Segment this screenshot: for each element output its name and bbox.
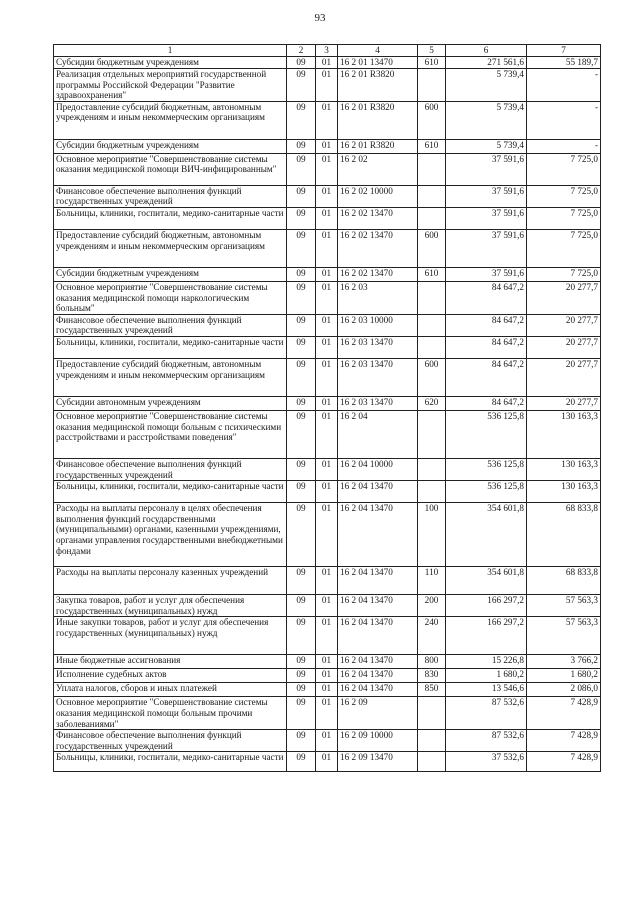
row-target-code: 16 2 03 13470 bbox=[338, 358, 418, 396]
column-header: 7 bbox=[527, 45, 601, 57]
table-row bbox=[54, 314, 601, 336]
row-amount-actual: 7 428,9 bbox=[527, 730, 601, 752]
row-expense-type bbox=[418, 69, 446, 102]
row-subsection: 01 bbox=[316, 595, 338, 617]
row-target-code: 16 2 04 13470 bbox=[338, 683, 418, 697]
row-subsection: 01 bbox=[316, 458, 338, 480]
row-section: 09 bbox=[287, 752, 316, 772]
row-amount-actual: 68 833,8 bbox=[527, 567, 601, 595]
row-amount-actual: 7 428,9 bbox=[527, 752, 601, 772]
row-expense-type: 100 bbox=[418, 503, 446, 567]
row-subsection: 01 bbox=[316, 57, 338, 69]
column-header: 1 bbox=[54, 45, 287, 57]
row-amount-actual: 7 725,0 bbox=[527, 153, 601, 185]
table-row bbox=[54, 503, 601, 567]
row-section: 09 bbox=[287, 503, 316, 567]
row-amount-actual: 7 725,0 bbox=[527, 185, 601, 207]
row-expense-type: 610 bbox=[418, 57, 446, 69]
row-amount-actual: 2 086,0 bbox=[527, 683, 601, 697]
row-name: Финансовое обеспечение выполнения функций государственных учреждений bbox=[54, 314, 287, 336]
row-expense-type bbox=[418, 697, 446, 730]
row-section: 09 bbox=[287, 617, 316, 655]
row-subsection: 01 bbox=[316, 669, 338, 683]
row-amount-actual: 55 189,7 bbox=[527, 57, 601, 69]
table-row bbox=[54, 153, 601, 185]
row-subsection: 01 bbox=[316, 752, 338, 772]
row-expense-type: 600 bbox=[418, 229, 446, 267]
row-expense-type: 800 bbox=[418, 655, 446, 669]
row-expense-type bbox=[418, 281, 446, 314]
row-expense-type bbox=[418, 314, 446, 336]
row-subsection: 01 bbox=[316, 139, 338, 153]
row-name: Финансовое обеспечение выполнения функций государственных учреждений bbox=[54, 185, 287, 207]
table-row bbox=[54, 139, 601, 153]
row-subsection: 01 bbox=[316, 481, 338, 503]
row-amount-actual: - bbox=[527, 69, 601, 102]
row-name: Расходы на выплаты персоналу в целях обеспечения выполнения функций государственными (муниципальными) органами, казенными учреждениями, органами управления государственными внебюджетными фондами bbox=[54, 503, 287, 567]
row-target-code: 16 2 04 13470 bbox=[338, 567, 418, 595]
column-header: 4 bbox=[338, 45, 418, 57]
row-amount-plan: 1 680,2 bbox=[446, 669, 527, 683]
row-section: 09 bbox=[287, 458, 316, 480]
table-row bbox=[54, 101, 601, 139]
row-section: 09 bbox=[287, 314, 316, 336]
row-amount-plan: 536 125,8 bbox=[446, 458, 527, 480]
row-target-code: 16 2 01 R3820 bbox=[338, 69, 418, 102]
row-section: 09 bbox=[287, 69, 316, 102]
row-expense-type bbox=[418, 336, 446, 358]
row-name: Больницы, клиники, госпитали, медико-санитарные части bbox=[54, 752, 287, 772]
row-subsection: 01 bbox=[316, 207, 338, 229]
row-target-code: 16 2 04 13470 bbox=[338, 669, 418, 683]
row-name: Исполнение судебных актов bbox=[54, 669, 287, 683]
row-name: Иные закупки товаров, работ и услуг для обеспечения государственных (муниципальных) нужд bbox=[54, 617, 287, 655]
row-amount-plan: 37 591,6 bbox=[446, 153, 527, 185]
row-expense-type: 830 bbox=[418, 669, 446, 683]
table-row bbox=[54, 752, 601, 772]
row-expense-type: 600 bbox=[418, 358, 446, 396]
row-subsection: 01 bbox=[316, 617, 338, 655]
row-amount-plan: 84 647,2 bbox=[446, 396, 527, 410]
row-expense-type: 610 bbox=[418, 139, 446, 153]
row-section: 09 bbox=[287, 730, 316, 752]
row-target-code: 16 2 01 13470 bbox=[338, 57, 418, 69]
table-row bbox=[54, 410, 601, 458]
row-expense-type bbox=[418, 410, 446, 458]
row-expense-type bbox=[418, 752, 446, 772]
row-section: 09 bbox=[287, 267, 316, 281]
row-expense-type: 850 bbox=[418, 683, 446, 697]
row-name: Субсидии автономным учреждениям bbox=[54, 396, 287, 410]
row-name: Субсидии бюджетным учреждениям bbox=[54, 267, 287, 281]
table-row bbox=[54, 185, 601, 207]
row-amount-actual: 57 563,3 bbox=[527, 595, 601, 617]
row-subsection: 01 bbox=[316, 185, 338, 207]
table-row bbox=[54, 336, 601, 358]
table-row bbox=[54, 358, 601, 396]
row-target-code: 16 2 03 10000 bbox=[338, 314, 418, 336]
row-expense-type bbox=[418, 207, 446, 229]
row-target-code: 16 2 02 13470 bbox=[338, 229, 418, 267]
row-subsection: 01 bbox=[316, 267, 338, 281]
column-header: 2 bbox=[287, 45, 316, 57]
row-amount-actual: 7 428,9 bbox=[527, 697, 601, 730]
row-target-code: 16 2 04 13470 bbox=[338, 481, 418, 503]
row-amount-actual: 7 725,0 bbox=[527, 229, 601, 267]
row-amount-plan: 536 125,8 bbox=[446, 410, 527, 458]
row-amount-actual: 7 725,0 bbox=[527, 267, 601, 281]
row-expense-type: 600 bbox=[418, 101, 446, 139]
row-subsection: 01 bbox=[316, 730, 338, 752]
row-section: 09 bbox=[287, 153, 316, 185]
row-name: Расходы на выплаты персоналу казенных учреждений bbox=[54, 567, 287, 595]
row-name: Финансовое обеспечение выполнения функций государственных учреждений bbox=[54, 458, 287, 480]
row-subsection: 01 bbox=[316, 153, 338, 185]
row-expense-type bbox=[418, 481, 446, 503]
table-row bbox=[54, 57, 601, 69]
table-row bbox=[54, 396, 601, 410]
row-name: Больницы, клиники, госпитали, медико-санитарные части bbox=[54, 481, 287, 503]
row-target-code: 16 2 04 10000 bbox=[338, 458, 418, 480]
row-section: 09 bbox=[287, 281, 316, 314]
row-target-code: 16 2 03 13470 bbox=[338, 396, 418, 410]
row-subsection: 01 bbox=[316, 567, 338, 595]
row-amount-actual: 130 163,3 bbox=[527, 458, 601, 480]
row-name: Иные бюджетные ассигнования bbox=[54, 655, 287, 669]
header-row bbox=[54, 45, 601, 57]
table-row bbox=[54, 567, 601, 595]
row-subsection: 01 bbox=[316, 396, 338, 410]
row-name: Предоставление субсидий бюджетным, автономным учреждениям и иным некоммерческим организациям bbox=[54, 101, 287, 139]
row-amount-actual: 3 766,2 bbox=[527, 655, 601, 669]
row-section: 09 bbox=[287, 336, 316, 358]
row-target-code: 16 2 09 13470 bbox=[338, 752, 418, 772]
row-amount-plan: 166 297,2 bbox=[446, 595, 527, 617]
row-amount-actual: - bbox=[527, 101, 601, 139]
row-amount-plan: 166 297,2 bbox=[446, 617, 527, 655]
row-target-code: 16 2 04 13470 bbox=[338, 617, 418, 655]
row-section: 09 bbox=[287, 595, 316, 617]
table-row bbox=[54, 207, 601, 229]
row-amount-actual: 20 277,7 bbox=[527, 314, 601, 336]
row-subsection: 01 bbox=[316, 229, 338, 267]
row-amount-actual: 1 680,2 bbox=[527, 669, 601, 683]
row-amount-plan: 37 591,6 bbox=[446, 229, 527, 267]
row-amount-actual: 20 277,7 bbox=[527, 358, 601, 396]
row-amount-plan: 354 601,8 bbox=[446, 503, 527, 567]
row-name: Уплата налогов, сборов и иных платежей bbox=[54, 683, 287, 697]
row-section: 09 bbox=[287, 396, 316, 410]
row-amount-actual: 68 833,8 bbox=[527, 503, 601, 567]
row-target-code: 16 2 04 13470 bbox=[338, 655, 418, 669]
row-amount-plan: 37 591,6 bbox=[446, 267, 527, 281]
row-expense-type: 620 bbox=[418, 396, 446, 410]
row-subsection: 01 bbox=[316, 410, 338, 458]
row-amount-plan: 536 125,8 bbox=[446, 481, 527, 503]
row-subsection: 01 bbox=[316, 314, 338, 336]
row-expense-type bbox=[418, 153, 446, 185]
row-target-code: 16 2 02 13470 bbox=[338, 207, 418, 229]
table-row bbox=[54, 669, 601, 683]
row-subsection: 01 bbox=[316, 697, 338, 730]
budget-table bbox=[53, 44, 601, 772]
row-target-code: 16 2 03 13470 bbox=[338, 336, 418, 358]
row-section: 09 bbox=[287, 697, 316, 730]
row-amount-plan: 87 532,6 bbox=[446, 730, 527, 752]
row-target-code: 16 2 01 R3820 bbox=[338, 101, 418, 139]
row-amount-actual: 130 163,3 bbox=[527, 410, 601, 458]
row-amount-plan: 5 739,4 bbox=[446, 101, 527, 139]
row-section: 09 bbox=[287, 655, 316, 669]
row-name: Предоставление субсидий бюджетным, автономным учреждениям и иным некоммерческим организациям bbox=[54, 358, 287, 396]
row-target-code: 16 2 02 10000 bbox=[338, 185, 418, 207]
row-amount-actual: 20 277,7 bbox=[527, 336, 601, 358]
row-amount-actual: 130 163,3 bbox=[527, 481, 601, 503]
row-section: 09 bbox=[287, 567, 316, 595]
row-amount-plan: 13 546,6 bbox=[446, 683, 527, 697]
row-expense-type: 610 bbox=[418, 267, 446, 281]
row-section: 09 bbox=[287, 669, 316, 683]
row-section: 09 bbox=[287, 229, 316, 267]
row-amount-actual: 20 277,7 bbox=[527, 281, 601, 314]
table-row bbox=[54, 458, 601, 480]
row-target-code: 16 2 04 bbox=[338, 410, 418, 458]
row-subsection: 01 bbox=[316, 683, 338, 697]
row-section: 09 bbox=[287, 57, 316, 69]
row-section: 09 bbox=[287, 358, 316, 396]
row-amount-plan: 37 532,6 bbox=[446, 752, 527, 772]
row-target-code: 16 2 01 R3820 bbox=[338, 139, 418, 153]
row-section: 09 bbox=[287, 683, 316, 697]
table-row bbox=[54, 267, 601, 281]
row-name: Субсидии бюджетным учреждениям bbox=[54, 139, 287, 153]
row-target-code: 16 2 03 bbox=[338, 281, 418, 314]
table-row bbox=[54, 481, 601, 503]
table-row bbox=[54, 617, 601, 655]
table-row bbox=[54, 655, 601, 669]
row-name: Основное мероприятие "Совершенствование системы оказания медицинской помощи наркологическим больным" bbox=[54, 281, 287, 314]
row-name: Основное мероприятие "Совершенствование системы оказания медицинской помощи больным с психическими расстройствами и расстройствами поведения" bbox=[54, 410, 287, 458]
row-subsection: 01 bbox=[316, 101, 338, 139]
row-name: Финансовое обеспечение выполнения функций государственных учреждений bbox=[54, 730, 287, 752]
column-header: 3 bbox=[316, 45, 338, 57]
row-expense-type: 110 bbox=[418, 567, 446, 595]
row-section: 09 bbox=[287, 410, 316, 458]
row-section: 09 bbox=[287, 139, 316, 153]
row-amount-plan: 15 226,8 bbox=[446, 655, 527, 669]
row-target-code: 16 2 09 10000 bbox=[338, 730, 418, 752]
row-expense-type bbox=[418, 185, 446, 207]
row-amount-plan: 37 591,6 bbox=[446, 185, 527, 207]
row-section: 09 bbox=[287, 481, 316, 503]
row-amount-plan: 84 647,2 bbox=[446, 358, 527, 396]
row-target-code: 16 2 04 13470 bbox=[338, 503, 418, 567]
row-amount-plan: 354 601,8 bbox=[446, 567, 527, 595]
table-row bbox=[54, 595, 601, 617]
row-amount-actual: 20 277,7 bbox=[527, 396, 601, 410]
row-name: Основное мероприятие "Совершенствование системы оказания медицинской помощи ВИЧ-инфицированным" bbox=[54, 153, 287, 185]
row-expense-type bbox=[418, 730, 446, 752]
row-target-code: 16 2 02 13470 bbox=[338, 267, 418, 281]
row-amount-actual: 57 563,3 bbox=[527, 617, 601, 655]
row-subsection: 01 bbox=[316, 503, 338, 567]
row-expense-type: 240 bbox=[418, 617, 446, 655]
page-number: 93 bbox=[314, 12, 326, 24]
row-subsection: 01 bbox=[316, 655, 338, 669]
row-subsection: 01 bbox=[316, 336, 338, 358]
row-name: Субсидии бюджетным учреждениям bbox=[54, 57, 287, 69]
table-row bbox=[54, 281, 601, 314]
table-row bbox=[54, 683, 601, 697]
row-section: 09 bbox=[287, 207, 316, 229]
row-amount-plan: 37 591,6 bbox=[446, 207, 527, 229]
row-name: Закупка товаров, работ и услуг для обеспечения государственных (муниципальных) нужд bbox=[54, 595, 287, 617]
row-target-code: 16 2 02 bbox=[338, 153, 418, 185]
row-name: Реализация отдельных мероприятий государственной программы Российской Федерации "Развитие здравоохранения" bbox=[54, 69, 287, 102]
row-amount-actual: 7 725,0 bbox=[527, 207, 601, 229]
row-section: 09 bbox=[287, 101, 316, 139]
row-expense-type bbox=[418, 458, 446, 480]
table-row bbox=[54, 697, 601, 730]
row-amount-actual: - bbox=[527, 139, 601, 153]
row-amount-plan: 271 561,6 bbox=[446, 57, 527, 69]
column-header: 5 bbox=[418, 45, 446, 57]
column-header: 6 bbox=[446, 45, 527, 57]
table-row bbox=[54, 730, 601, 752]
row-name: Больницы, клиники, госпитали, медико-санитарные части bbox=[54, 207, 287, 229]
row-subsection: 01 bbox=[316, 69, 338, 102]
row-amount-plan: 84 647,2 bbox=[446, 314, 527, 336]
table-row bbox=[54, 229, 601, 267]
row-name: Основное мероприятие "Совершенствование системы оказания медицинской помощи больным прочими заболеваниями" bbox=[54, 697, 287, 730]
row-expense-type: 200 bbox=[418, 595, 446, 617]
row-amount-plan: 5 739,4 bbox=[446, 69, 527, 102]
row-subsection: 01 bbox=[316, 281, 338, 314]
row-name: Предоставление субсидий бюджетным, автономным учреждениям и иным некоммерческим организациям bbox=[54, 229, 287, 267]
table-row bbox=[54, 69, 601, 102]
row-subsection: 01 bbox=[316, 358, 338, 396]
row-name: Больницы, клиники, госпитали, медико-санитарные части bbox=[54, 336, 287, 358]
row-amount-plan: 87 532,6 bbox=[446, 697, 527, 730]
row-target-code: 16 2 09 bbox=[338, 697, 418, 730]
row-target-code: 16 2 04 13470 bbox=[338, 595, 418, 617]
row-amount-plan: 5 739,4 bbox=[446, 139, 527, 153]
row-section: 09 bbox=[287, 185, 316, 207]
row-amount-plan: 84 647,2 bbox=[446, 281, 527, 314]
row-amount-plan: 84 647,2 bbox=[446, 336, 527, 358]
